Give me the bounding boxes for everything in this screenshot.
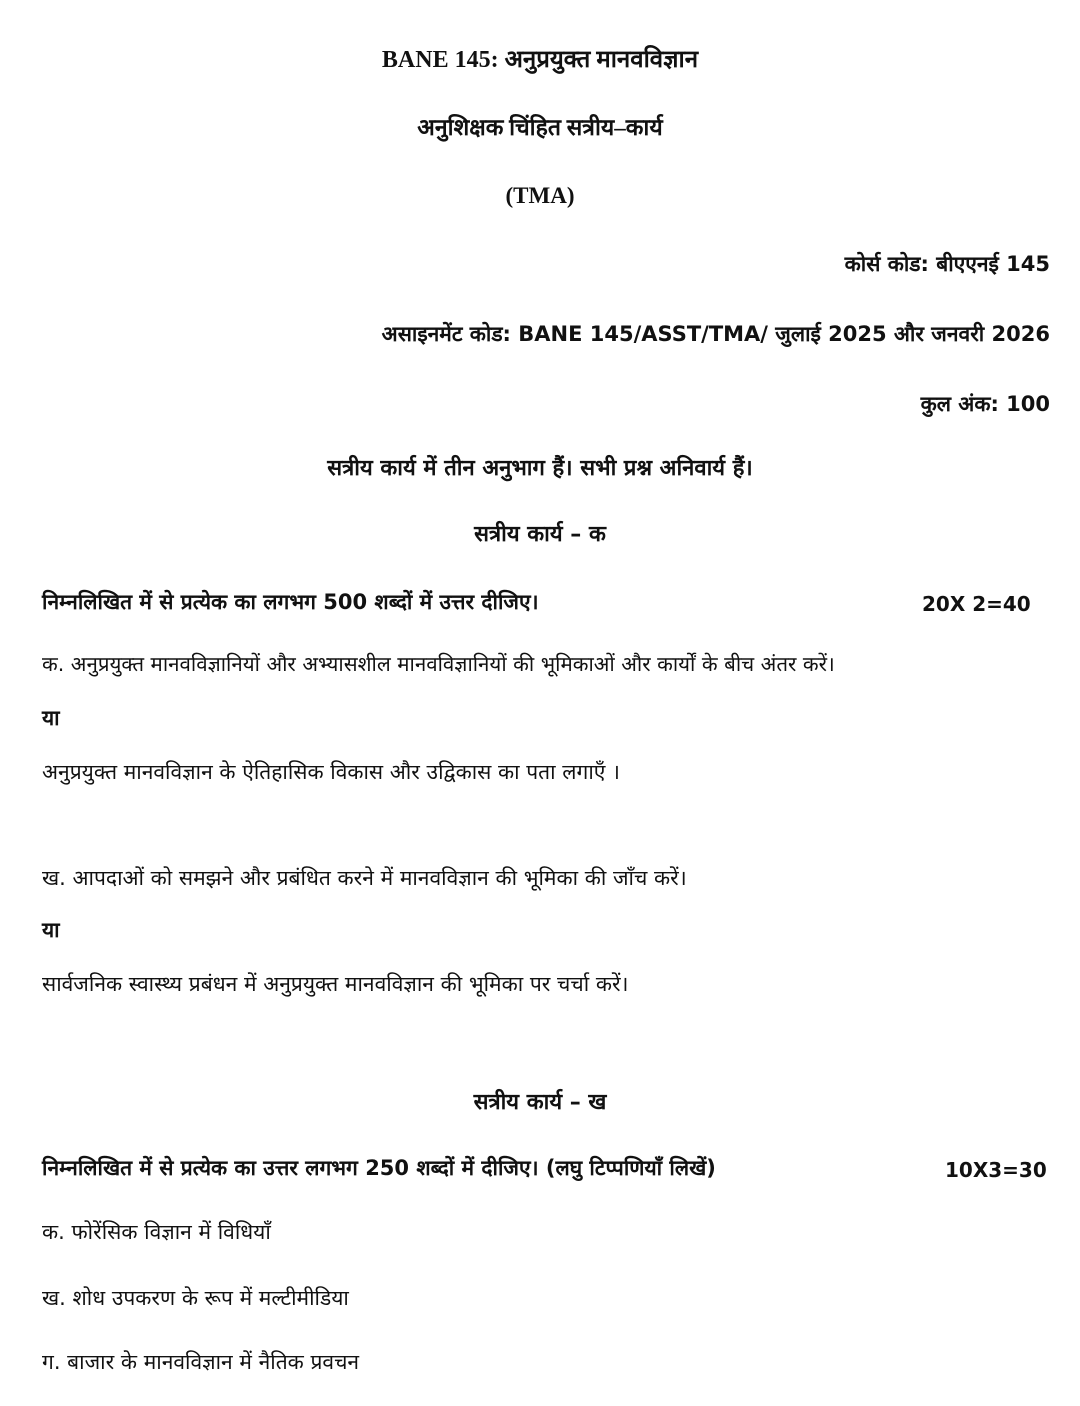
course-title: BANE 145: अनुप्रयुक्त मानवविज्ञान bbox=[381, 47, 699, 73]
section-b-marks: 10X3=30 bbox=[945, 1158, 1047, 1182]
question-a1-alternative: अनुप्रयुक्त मानवविज्ञान के ऐतिहासिक विकास और उद्विकास का पता लगाएँ । bbox=[42, 760, 621, 784]
question-a2: ख. आपदाओं को समझने और प्रबंधित करने में मानवविज्ञान की भूमिका की जाँच करें। bbox=[42, 866, 687, 890]
section-b-item: क. फोरेंसिक विज्ञान में विधियाँ bbox=[42, 1220, 271, 1244]
section-b-item: ख. शोध उपकरण के रूप में मल्टीमीडिया bbox=[42, 1286, 349, 1310]
total-marks: कुल अंक: 100 bbox=[920, 392, 1050, 416]
course-code: कोर्स कोड: बीएएनई 145 bbox=[844, 252, 1050, 276]
section-b-instruction: निम्नलिखित में से प्रत्येक का उत्तर लगभग 250 शब्दों में दीजिए। (लघु टिप्पणियाँ लिखें) bbox=[42, 1156, 716, 1180]
assignment-subtitle: अनुशिक्षक चिंहित सत्रीय–कार्य bbox=[417, 115, 663, 140]
tma-label: (TMA) bbox=[505, 183, 575, 208]
question-a1-or: या bbox=[42, 706, 60, 730]
question-a1: क. अनुप्रयुक्त मानवविज्ञानियों और अभ्यासशील मानवविज्ञानियों की भूमिकाओं और कार्यों के बीच अंतर करें। bbox=[42, 652, 835, 676]
section-a-instruction: निम्नलिखित में से प्रत्येक का लगभग 500 शब्दों में उत्तर दीजिए। bbox=[42, 590, 539, 614]
question-a2-or: या bbox=[42, 918, 60, 942]
assignment-code: असाइनमेंट कोड: BANE 145/ASST/TMA/ जुलाई 2025 और जनवरी 2026 bbox=[381, 322, 1050, 346]
section-b-title: सत्रीय कार्य – ख bbox=[473, 1090, 607, 1115]
question-a2-alternative: सार्वजनिक स्वास्थ्य प्रबंधन में अनुप्रयुक्त मानवविज्ञान की भूमिका पर चर्चा करें। bbox=[42, 972, 629, 996]
section-a-title: सत्रीय कार्य – क bbox=[474, 522, 606, 547]
section-a-marks: 20X 2=40 bbox=[922, 592, 1031, 616]
general-instructions: सत्रीय कार्य में तीन अनुभाग हैं। सभी प्रश्न अनिवार्य हैं। bbox=[327, 456, 753, 481]
section-b-item: ग. बाजार के मानवविज्ञान में नैतिक प्रवचन bbox=[42, 1350, 360, 1374]
